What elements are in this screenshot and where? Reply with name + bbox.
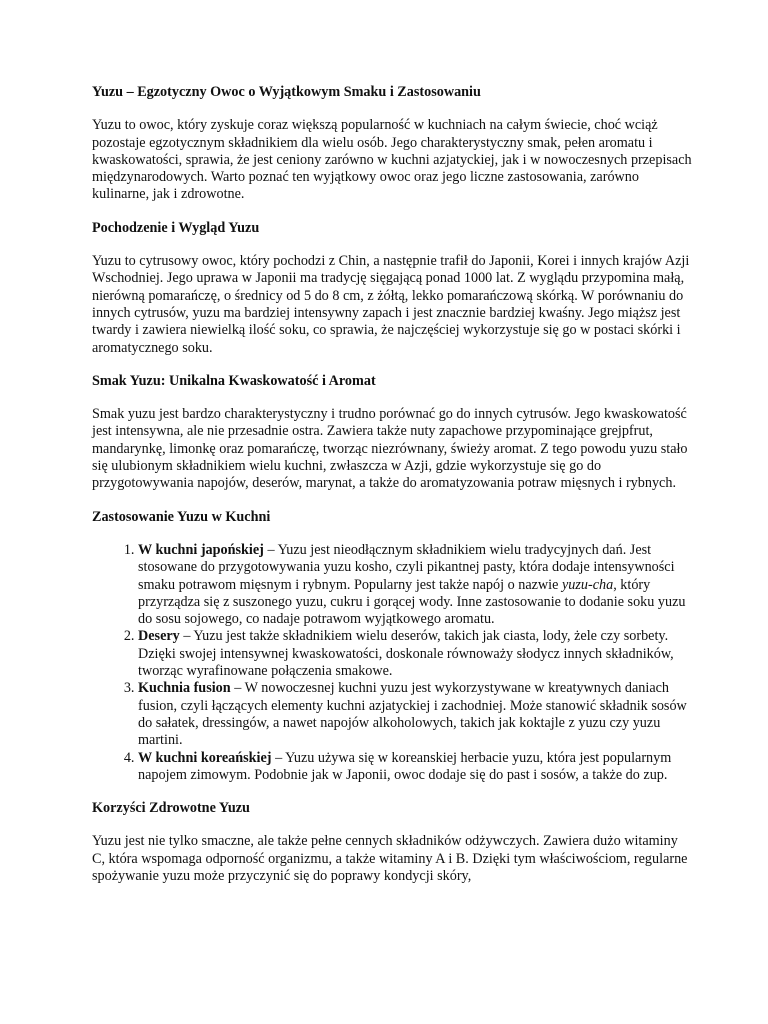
list-item-text: – Yuzu jest także składnikiem wielu deserów, takich jak ciasta, lody, żele czy sorbety. Dzięki swojej intensywnej kwaskowatości, doskonale równoważy słodycz innych składników, tworząc wyrafinowane połączenia smakowe. [138,628,674,680]
section-heading-origin: Pochodzenie i Wygląd Yuzu [92,219,260,236]
list-item-text: – Yuzu używa się w koreanskiej herbacie yuzu, która jest popularnym napojem zimowym. Podobnie jak w Japonii, owoc dodaje się do past i sosów, a także do zup. [138,749,672,783]
list-item-term: W kuchni japońskiej [138,541,264,558]
list-item-text: – W nowoczesnej kuchni yuzu jest wykorzystywane w kreatywnych daniach fusion, czyli łączących elementy kuchni azjatyckiej i zachodniej. Może stanowić składnik sosów do sałatek, dressingów, a nawet napojów alkoholowych, takich jak koktajle z yuzu czy yuzu martini. [138,680,687,749]
kitchen-uses-list [92,542,692,784]
list-item [138,628,692,680]
section-heading-kitchen-uses: Zastosowanie Yuzu w Kuchni [92,508,271,525]
list-item-text: – Yuzu jest nieodłącznym składnikiem wielu tradycyjnych dań. Jest stosowane do przygotowywania yuzu kosho, czyli pikantnej pasty, która dodaje intensywności smaku potrawom mięsnym i rybnym. Popularny jest także napój o nazwie [138,541,675,593]
list-item [138,750,692,785]
section-paragraph-taste: Smak yuzu jest bardzo charakterystyczny i trudno porównać go do innych cytrusów. Jego kwaskowatość jest intensywna, ale nie przesadnie ostra. Zawiera także nuty zapachowe przypominające grejpfrut, mandarynkę, limonkę oraz pomarańczę, tworząc niezrównany, świeży aromat. Z tego powodu yuzu stało się ulubionym składnikiem wielu kuchni, zwłaszcza w Azji, gdzie wykorzystuje się go do przygotowywania napojów, deserów, marynat, a także do aromatyzowania potraw mięsnych i rybnych. [92,406,688,492]
section-heading-health: Korzyści Zdrowotne Yuzu [92,800,250,817]
list-item [138,542,692,628]
list-item-term: Kuchnia fusion [138,680,231,697]
document-page [92,84,692,885]
section-paragraph-origin: Yuzu to cytrusowy owoc, który pochodzi z Chin, a następnie trafił do Japonii, Korei i innych krajów Azji Wschodniej. Jego uprawa w Japonii ma tradycję sięgającą ponad 1000 lat. Z wyglądu przypomina małą, nierówną pomarańczę, o średnicy od 5 do 8 cm, z żółtą, lekko pomarańczową skórką. W porównaniu do innych cytrusów, yuzu ma bardziej intensywny zapach i jest znacznie bardziej kwaśny. Jego miąższ jest twardy i zawiera niewielką ilość soku, co sprawia, że najczęściej wykorzystuje się go w postaci skórki i aromatycznego soku. [92,253,690,356]
intro-paragraph: Yuzu to owoc, który zyskuje coraz większą popularność w kuchniach na całym świecie, choć wciąż pozostaje egzotycznym składnikiem dla wielu osób. Jego charakterystyczny smak, pełen aromatu i kwaskowatości, sprawia, że jest ceniony zarówno w kuchni azjatyckiej, jak i w nowoczesnych przepisach międzynarodowych. Warto poznać ten wyjątkowy owoc oraz jego liczne zastosowania, zarówno kulinarne, jak i zdrowotne. [92,117,692,203]
list-item [138,680,692,749]
section-paragraph-health: Yuzu jest nie tylko smaczne, ale także pełne cennych składników odżywczych. Zawiera dużo witaminy C, która wspomaga odporność organizmu, a także witaminy A i B. Dzięki tym właściwościom, regularne spożywanie yuzu może przyczynić się do poprawy kondycji skóry, [92,833,688,884]
section-heading-taste: Smak Yuzu: Unikalna Kwaskowatość i Aromat [92,372,376,389]
document-title: Yuzu – Egzotyczny Owoc o Wyjątkowym Smaku i Zastosowaniu [92,84,481,100]
list-item-term: W kuchni koreańskiej [138,749,272,766]
list-item-term: Desery [138,628,180,645]
list-item-text-after: , który przyrządza się z suszonego yuzu, cukru i gorącej wody. Inne zastosowanie to dodanie soku yuzu do sosu sojowego, co nadaje potrawom wyjątkowego aromatu. [138,576,686,628]
list-item-emphasis: yuzu-cha [561,576,614,593]
